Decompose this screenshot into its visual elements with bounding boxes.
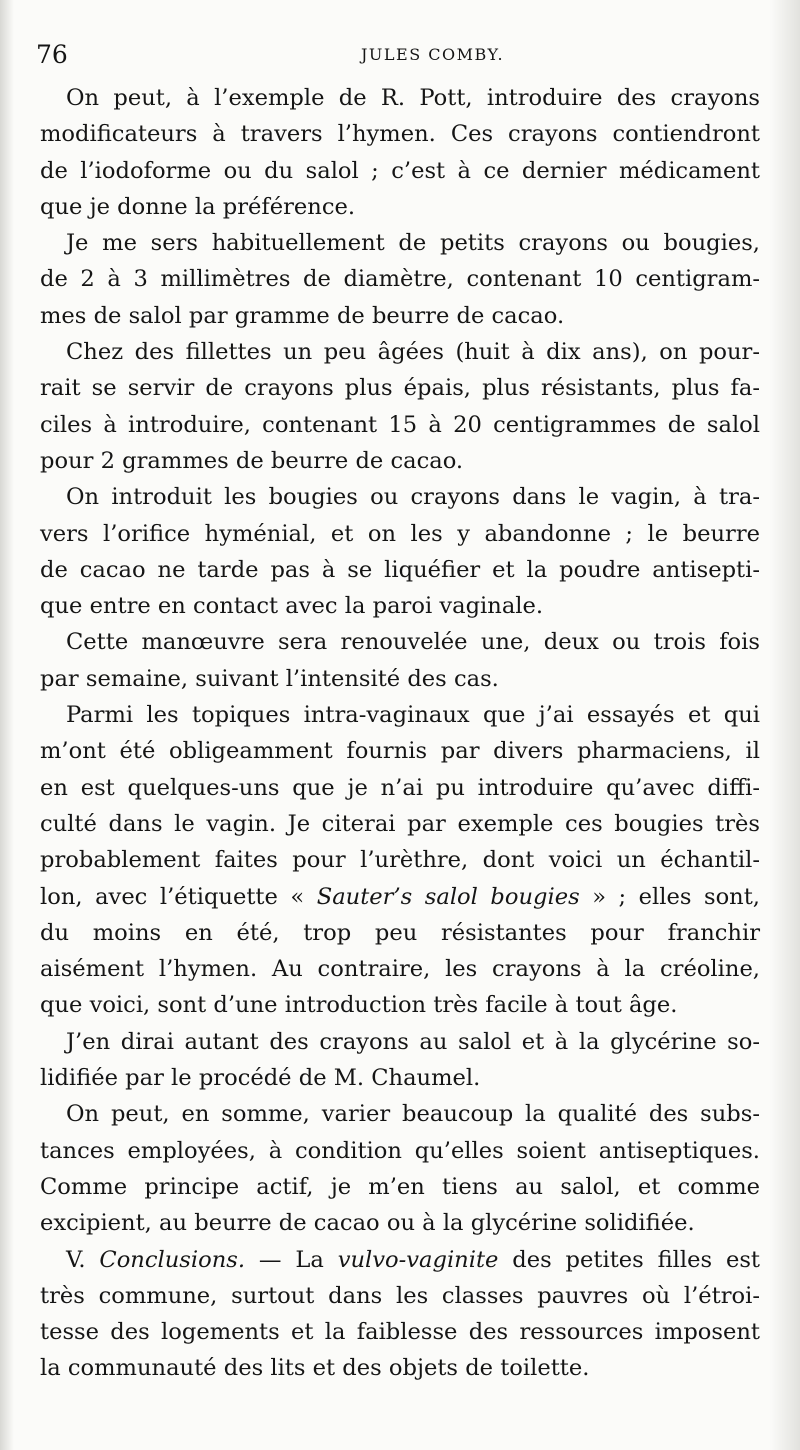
text-line: Cette manœuvre sera renouvelée une, deux ou trois fois bbox=[66, 629, 760, 656]
text-line: du moins en été, trop peu résistantes pour franchir bbox=[40, 919, 760, 946]
text-line: Chez des fillettes un peu âgées (huit à dix ans), on pour- bbox=[66, 339, 760, 366]
section-heading-line bbox=[40, 1242, 760, 1278]
text-segment: lon, avec l’étiquette « bbox=[40, 883, 317, 910]
paragraph bbox=[40, 1096, 760, 1241]
text-line: excipient, au beurre de cacao ou à la glycérine solidifiée. bbox=[40, 1210, 695, 1237]
text-line: tances employées, à condition qu’elles soient antiseptiques. bbox=[40, 1137, 760, 1164]
text-line: en est quelques-uns que je n’ai pu introduire qu’avec diffi- bbox=[40, 774, 760, 801]
paragraph bbox=[40, 624, 760, 697]
text-line: que je donne la préférence. bbox=[40, 193, 356, 220]
page-number: 76 bbox=[36, 40, 68, 69]
medical-term-italic: vulvo-vaginite bbox=[337, 1246, 499, 1273]
text-line: J’en dirai autant des crayons au salol et à la glycérine so- bbox=[66, 1028, 760, 1055]
paragraph bbox=[40, 697, 760, 1024]
text-line: tesse des logements et la faiblesse des ressources imposent bbox=[40, 1319, 760, 1346]
section-heading: Conclusions. bbox=[99, 1246, 246, 1273]
text-line: Je me sers habituellement de petits crayons ou bougies, bbox=[66, 230, 760, 257]
text-line: de l’iodoforme ou du salol ; c’est à ce dernier médicament bbox=[40, 157, 760, 184]
body-text bbox=[40, 80, 760, 1387]
page-shadow-right bbox=[770, 0, 800, 1450]
text-line: par semaine, suivant l’intensité des cas. bbox=[40, 665, 499, 692]
text-line: pour 2 grammes de beurre de cacao. bbox=[40, 447, 464, 474]
text-line: que voici, sont d’une introduction très facile à tout âge. bbox=[40, 992, 678, 1019]
paragraph bbox=[40, 334, 760, 479]
text-segment: des petites filles est bbox=[498, 1246, 760, 1273]
section-conclusions bbox=[40, 1242, 760, 1387]
text-line: culté dans le vagin. Je citerai par exemple ces bougies très bbox=[40, 810, 760, 837]
paragraph bbox=[40, 1024, 760, 1097]
paragraph bbox=[40, 225, 760, 334]
text-line: ciles à introduire, contenant 15 à 20 centigrammes de salol bbox=[40, 411, 760, 438]
text-line: Comme principe actif, je m’en tiens au salol, et comme bbox=[40, 1173, 760, 1200]
text-line: vers l’orifice hyménial, et on les y abandonne ; le beurre bbox=[40, 520, 760, 547]
text-line: de cacao ne tarde pas à se liquéfier et la poudre antisepti- bbox=[40, 556, 760, 583]
section-number: V. bbox=[66, 1246, 100, 1273]
product-label-italic: Sauter’s salol bougies bbox=[316, 883, 580, 910]
text-segment: — La bbox=[245, 1246, 338, 1273]
paragraph bbox=[40, 479, 760, 624]
text-line: modificateurs à travers l’hymen. Ces crayons contiendront bbox=[40, 121, 760, 148]
text-segment: » ; elles sont, bbox=[579, 883, 760, 910]
text-line: On introduit les bougies ou crayons dans le vagin, à tra- bbox=[66, 484, 760, 511]
running-title: JULES COMBY. bbox=[361, 45, 505, 64]
page-shadow-left bbox=[0, 0, 14, 1450]
text-line-with-italic bbox=[40, 879, 760, 915]
text-line: rait se servir de crayons plus épais, plus résistants, plus fa- bbox=[40, 375, 760, 402]
text-line: lidifiée par le procédé de M. Chaumel. bbox=[40, 1065, 481, 1092]
text-line: mes de salol par gramme de beurre de cacao. bbox=[40, 302, 565, 329]
text-line: très commune, surtout dans les classes pauvres où l’étroi- bbox=[40, 1282, 760, 1309]
paragraph bbox=[40, 80, 760, 225]
text-line: probablement faites pour l’urèthre, dont voici un échantil- bbox=[40, 847, 760, 874]
text-line: de 2 à 3 millimètres de diamètre, contenant 10 centigram- bbox=[40, 266, 760, 293]
text-line: aisément l’hymen. Au contraire, les crayons à la créoline, bbox=[40, 956, 760, 983]
text-line: Parmi les topiques intra-vaginaux que j’ai essayés et qui bbox=[66, 702, 760, 729]
text-line: On peut, à l’exemple de R. Pott, introduire des crayons bbox=[66, 85, 760, 111]
page-header bbox=[36, 40, 766, 76]
text-line: la communauté des lits et des objets de toilette. bbox=[40, 1355, 590, 1382]
text-line: m’ont été obligeamment fournis par divers pharmaciens, il bbox=[40, 738, 760, 765]
text-line: On peut, en somme, varier beaucoup la qualité des subs- bbox=[66, 1101, 760, 1128]
text-line: que entre en contact avec la paroi vaginale. bbox=[40, 593, 544, 620]
